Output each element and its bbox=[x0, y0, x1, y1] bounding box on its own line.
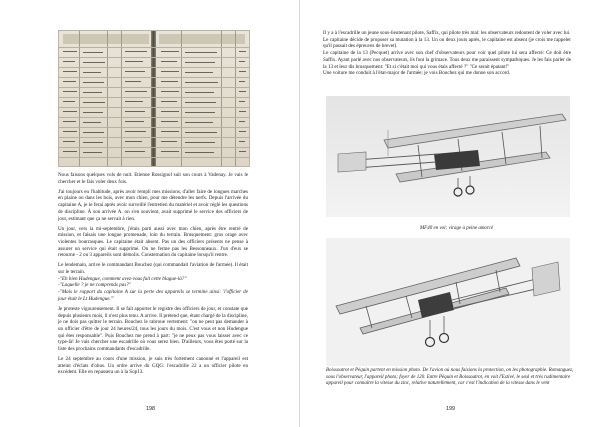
paragraph: Le capitaine de la 13 (Pecquet) arrive avec son chef d'observateurs pour voir quel pilote lui sera affecté: Ce doit être Saffix. Ayant parlé avec nos observateurs, ils font la grimace. Tous deux me paraissent sympathiques. Je les fais parler de la 13 et leur dis brusquement: "Et si c'était moi qui vous étais affecté ?" "Ce serait épatant!" bbox=[323, 50, 571, 70]
dialogue-line: -"Mais le rapport du capitaine A sur la perte des appareils se termine ainsi: 'l'officier de jour était le Lt Hudengue.'" bbox=[58, 289, 248, 302]
paragraph: J'ai toujours eu l'habitude, après avoir rempli mes missions, d'aller faire de longues marches en plaine ou dans les bois, avec mon chien, pour me détendre les nerfs. Depuis l'arrivée du capitaine A, je le ferai après avoir surveillé l'entretien du matériel et avoir réglé les questions de discipline. À son arrivée A. on s'en souvient, avait supprimé le service des officiers de jour, estimant que ça ne servait à rien. bbox=[58, 188, 248, 222]
paragraph: Le capitaine décide de proposer sa mutation à la 13. Un ou deux jours après, le capitaine est absent (je crois me rappeler qu'il passait des épreuves de brevet). bbox=[323, 36, 571, 50]
photo-caption: Boissoutrot et Péquin partent en mission photo. De l'avion où nous faisions la protection, on les photographie. Romanguez, sous l'observateur, l'appareil photo; foyer de 120. Entre Péquin et Boissoutrot, en voit l'Estivé, le seul et très rudimentaire appareil pour connaître la vitesse du zinc, relative naturellement, car c'est l'indication de la vitesse dans le vent bbox=[326, 368, 574, 387]
paragraph: Je proteste vigoureusement. Il se fait apporter le registre des officiers de jour, et constate que depuis plusieurs mois, il n'est plus tenu. A arrive. Il prétend que, étant chargé de la discipline, je ne dois pas quitter le terrain. Bouchez le rabroue vertement: "on ne peut pas demander à un officier d'être de jour 24 heures/24, tous les jours du mois. C'est vous et non Hudengue qui êtes responsable". Puis Bouchez me prend à part: "je ne peux pas vous laisser avec ce type-là! Je vais chercher une escadrille où vous serez bien. D'ailleurs, vous êtes porté sur la liste des prochains commandants d'escadrille. bbox=[58, 305, 248, 353]
paragraph: Un jour, vers la mi-septembre, j'étais parti aussi avec mon chien, après être rentré de mission, et faisais une longue promenade, loin du terrain. Brusquement: gros orage avec violentes bourrasques. Le capitaine était absent. Pas un des officiers présents ne pense à assurer un service qui était supprimé. On ne ferme pas les Bessonneaux. J'un d'eux se retourne - 2 ou 3 appareils sont démolis. Consternation du capitaine lorsqu'il rentre. bbox=[58, 225, 248, 259]
paragraph: Le lendemain, arrive le commandant Bouchez (qui commandait l'aviation de l'armée). Il était sur le terrain. bbox=[58, 262, 248, 276]
left-page bbox=[0, 0, 299, 427]
paragraph: Le 24 septembre au cours d'une mission, je suis très fortement canonné et l'appareil est atteint d'éclats d'obus. Un ordre arrive du GQG: l'escadrille 22 a un officier pilote en excédent. Elle en repassera un à la Sop13. bbox=[58, 356, 248, 376]
left-body-text bbox=[58, 172, 248, 379]
biplane-banking-photo bbox=[326, 238, 570, 366]
photo-caption: MF40 en vol; virage à peine amorcé bbox=[420, 226, 494, 231]
ledger-photo bbox=[58, 30, 250, 167]
right-body-text bbox=[323, 30, 571, 77]
page-number: 198 bbox=[146, 406, 155, 412]
paragraph: Il y a à l'escadrille un jeune sous-lieutenant pilote, Saffix, qui pilote très mal: les observateurs redoutent de voler avec lui. bbox=[323, 30, 571, 36]
paragraph: Nous faisons quelques vols de nuit. Etienne Rossignol suit son cours à Vadenay. Je vais le chercher et le fais voler deux fois. bbox=[58, 172, 248, 185]
biplane-flight-photo bbox=[326, 96, 570, 217]
page-number: 199 bbox=[446, 406, 455, 412]
dialogue-line: -"Eh bien Hudengue, comment avez-vous fait cette blague-là?" bbox=[58, 275, 187, 282]
dialogue-line: -"Laquelle ? je ne comprends pas?" bbox=[58, 282, 131, 289]
paragraph: Une voiture me conduit à l'état-major de l'armée; je vois Bouchez qui me donne son accord. bbox=[323, 70, 511, 77]
